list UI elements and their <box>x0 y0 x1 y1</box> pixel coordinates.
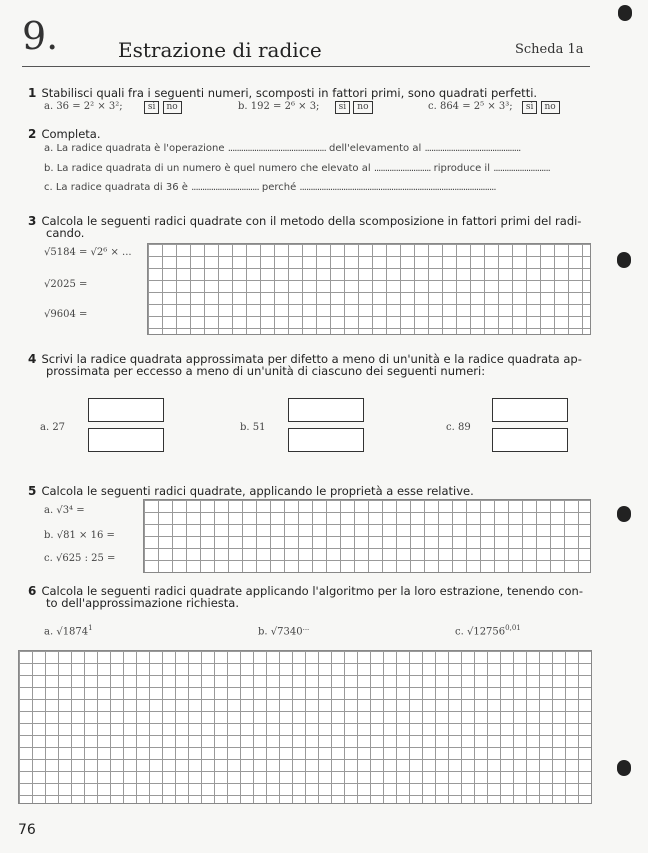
q6-a-approx: 1 <box>88 624 93 632</box>
q1-item-a <box>44 101 182 114</box>
q6-a-text: a. √1874 <box>44 626 89 638</box>
q2-item-b: b. La radice quadrata di un numero è quel numero che elevato al .......................... riproduce il .......................... <box>44 163 550 174</box>
page-tab-marker <box>617 252 631 268</box>
q1-b-no-box[interactable]: no <box>353 101 372 114</box>
q4-label-a: a. 27 <box>40 422 66 433</box>
question-number: 4 <box>28 352 37 366</box>
q6-b-approx: ... <box>302 624 310 632</box>
q4-c-upper-box[interactable] <box>492 398 568 422</box>
question-3 <box>28 210 588 229</box>
q3-answer-grid[interactable] <box>147 243 591 335</box>
question-1 <box>28 82 537 101</box>
q2-item-c: c. La radice quadrata di 36 è ............................... perché .......................................................................................... <box>44 182 496 193</box>
q2-c-text2: perché <box>261 182 297 193</box>
q2-a-text1: a. La radice quadrata è l'operazione <box>44 143 225 154</box>
question-text: Calcola le seguenti radici quadrate, applicando le proprietà a esse relative. <box>41 484 474 498</box>
q3-expression-1: √5184 = √2⁶ × ... <box>44 247 132 258</box>
header-divider <box>22 66 590 67</box>
q4-b-lower-box[interactable] <box>288 428 364 452</box>
question-number: 3 <box>28 214 37 228</box>
q4-label-c: c. 89 <box>446 422 471 433</box>
question-text: Stabilisci quali fra i seguenti numeri, scomposti in fattori primi, sono quadrati perfetti. <box>41 86 538 100</box>
q3-expression-3: √9604 = <box>44 309 88 320</box>
q2-b-text2: riproduce il <box>433 163 490 174</box>
page-tab-marker <box>617 760 631 776</box>
q3-expression-2: √2025 = <box>44 279 88 290</box>
page-tab-marker <box>617 506 631 522</box>
page-number: 76 <box>18 822 36 838</box>
q4-a-lower-box[interactable] <box>88 428 164 452</box>
q1-c-si-box[interactable]: sì <box>522 101 538 114</box>
q4-label-b: b. 51 <box>240 422 266 433</box>
q6-expression-b <box>258 624 309 637</box>
question-2 <box>28 123 101 142</box>
q2-b-text1: b. La radice quadrata di un numero è quel numero che elevato al <box>44 163 371 174</box>
question-text: Calcola le seguenti radici quadrate con il metodo della scomposizione in fattori primi del radi- <box>41 214 582 228</box>
q4-c-lower-box[interactable] <box>492 428 568 452</box>
chapter-number: 9. <box>22 14 59 58</box>
question-6-line2: to dell'approssimazione richiesta. <box>46 596 240 610</box>
q5-expression-c: c. √625 : 25 = <box>44 553 116 564</box>
page-tab-marker <box>618 5 632 21</box>
q1-c-no-box[interactable]: no <box>541 101 560 114</box>
q4-a-upper-box[interactable] <box>88 398 164 422</box>
q1-item-c <box>428 101 560 114</box>
q4-b-upper-box[interactable] <box>288 398 364 422</box>
q1-b-si-box[interactable]: sì <box>335 101 351 114</box>
q6-c-text: c. √12756 <box>455 626 506 638</box>
q2-item-a: a. La radice quadrata è l'operazione ............................................. dell'elevamento al ............................................ <box>44 143 521 154</box>
q2-a-text2: dell'elevamento al <box>328 143 422 154</box>
q1-item-b <box>238 101 373 114</box>
question-text: Scrivi la radice quadrata approssimata per difetto a meno di un'unità e la radice quadrata ap- <box>41 352 582 366</box>
q6-expression-a <box>44 624 93 637</box>
question-5 <box>28 480 588 499</box>
q1-a-text: a. 36 = 2² × 3²; <box>44 101 123 112</box>
question-number: 2 <box>28 127 37 141</box>
q1-a-no-box[interactable]: no <box>163 101 182 114</box>
question-number: 6 <box>28 584 37 598</box>
q2-c-text1: c. La radice quadrata di 36 è <box>44 182 188 193</box>
q6-expression-c <box>455 624 521 637</box>
page-title: Estrazione di radice <box>118 38 322 62</box>
question-text: Calcola le seguenti radici quadrate applicando l'algoritmo per la loro estrazione, tenendo con- <box>41 584 583 598</box>
q6-answer-grid[interactable] <box>18 650 592 804</box>
question-4-line2: prossimata per eccesso a meno di un'unità di ciascuno dei seguenti numeri: <box>46 364 486 378</box>
q5-answer-grid[interactable] <box>143 499 591 573</box>
q5-expression-a: a. √3⁴ = <box>44 505 85 516</box>
sheet-label: Scheda 1a <box>515 42 584 57</box>
q1-b-text: b. 192 = 2⁶ × 3; <box>238 101 320 112</box>
question-number: 1 <box>28 86 37 100</box>
question-text: Completa. <box>41 127 101 141</box>
q1-c-text: c. 864 = 2⁵ × 3³; <box>428 101 513 112</box>
q6-c-approx: 0,01 <box>505 624 521 632</box>
question-number: 5 <box>28 484 37 498</box>
q1-a-si-box[interactable]: sì <box>144 101 160 114</box>
q6-b-text: b. √7340 <box>258 626 303 638</box>
question-3-line2: cando. <box>46 226 85 240</box>
q5-expression-b: b. √81 × 16 = <box>44 530 115 541</box>
